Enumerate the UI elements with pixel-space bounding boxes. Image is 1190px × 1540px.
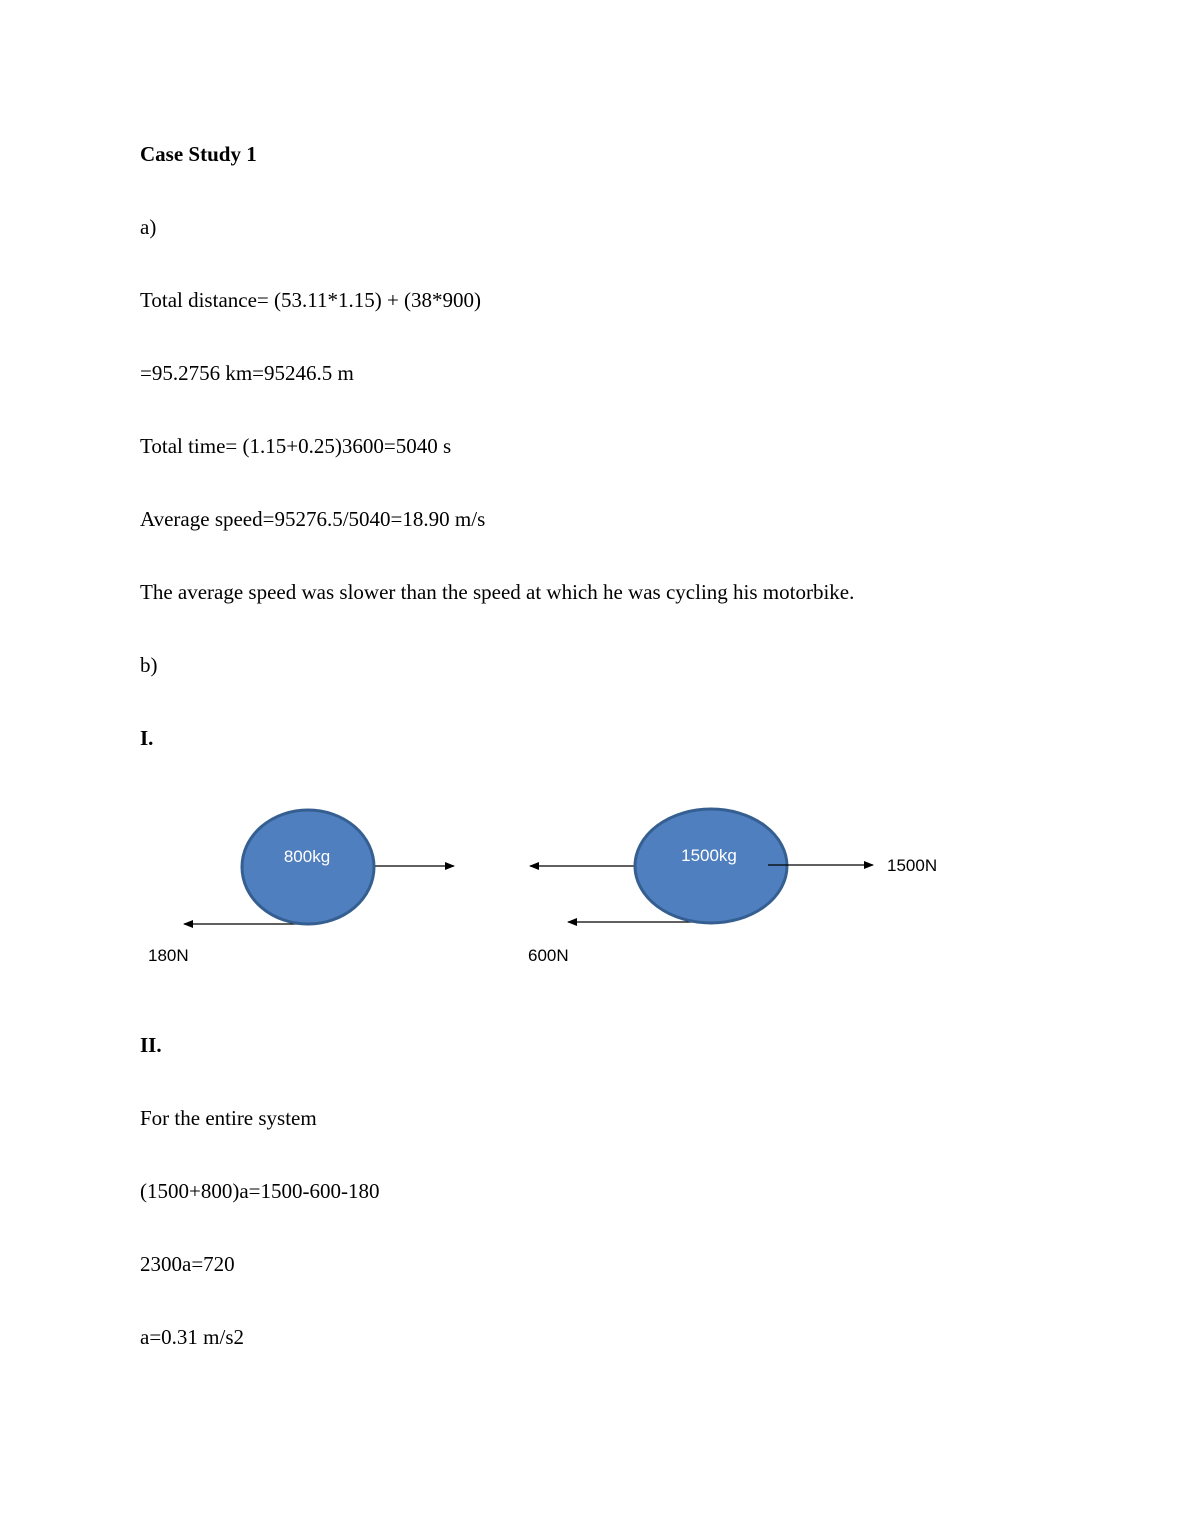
mass-800kg-label: 800kg	[283, 847, 331, 866]
part-a-label: a)	[140, 215, 157, 239]
part-b-label: b)	[140, 653, 158, 677]
distance-result-line: =95.2756 km=95246.5 m	[140, 361, 354, 385]
average-speed-line: Average speed=95276.5/5040=18.90 m/s	[140, 507, 486, 531]
mass-1500kg-label: 1500kg	[681, 846, 737, 865]
free-body-diagram	[140, 800, 960, 980]
force-label-1500n: 1500N	[887, 856, 938, 875]
system-intro-line: For the entire system	[140, 1106, 317, 1130]
force-label-180n: 180N	[148, 946, 189, 965]
force-label-600n: 600N	[528, 946, 569, 965]
mass-800kg-body	[242, 810, 374, 924]
case-study-heading: Case Study 1	[140, 142, 257, 166]
mass-1500kg-body	[635, 809, 787, 923]
section-ii-label: II.	[140, 1033, 162, 1057]
total-distance-line: Total distance= (53.11*1.15) + (38*900)	[140, 288, 482, 312]
section-i-label: I.	[140, 726, 154, 750]
acceleration-result-line: a=0.31 m/s2	[140, 1325, 245, 1349]
conclusion-line: The average speed was slower than the speed at which he was cycling his motorbike.	[140, 580, 855, 604]
equation-line: (1500+800)a=1500-600-180	[140, 1179, 380, 1203]
simplified-equation-line: 2300a=720	[140, 1252, 235, 1276]
total-time-line: Total time= (1.15+0.25)3600=5040 s	[140, 434, 452, 458]
